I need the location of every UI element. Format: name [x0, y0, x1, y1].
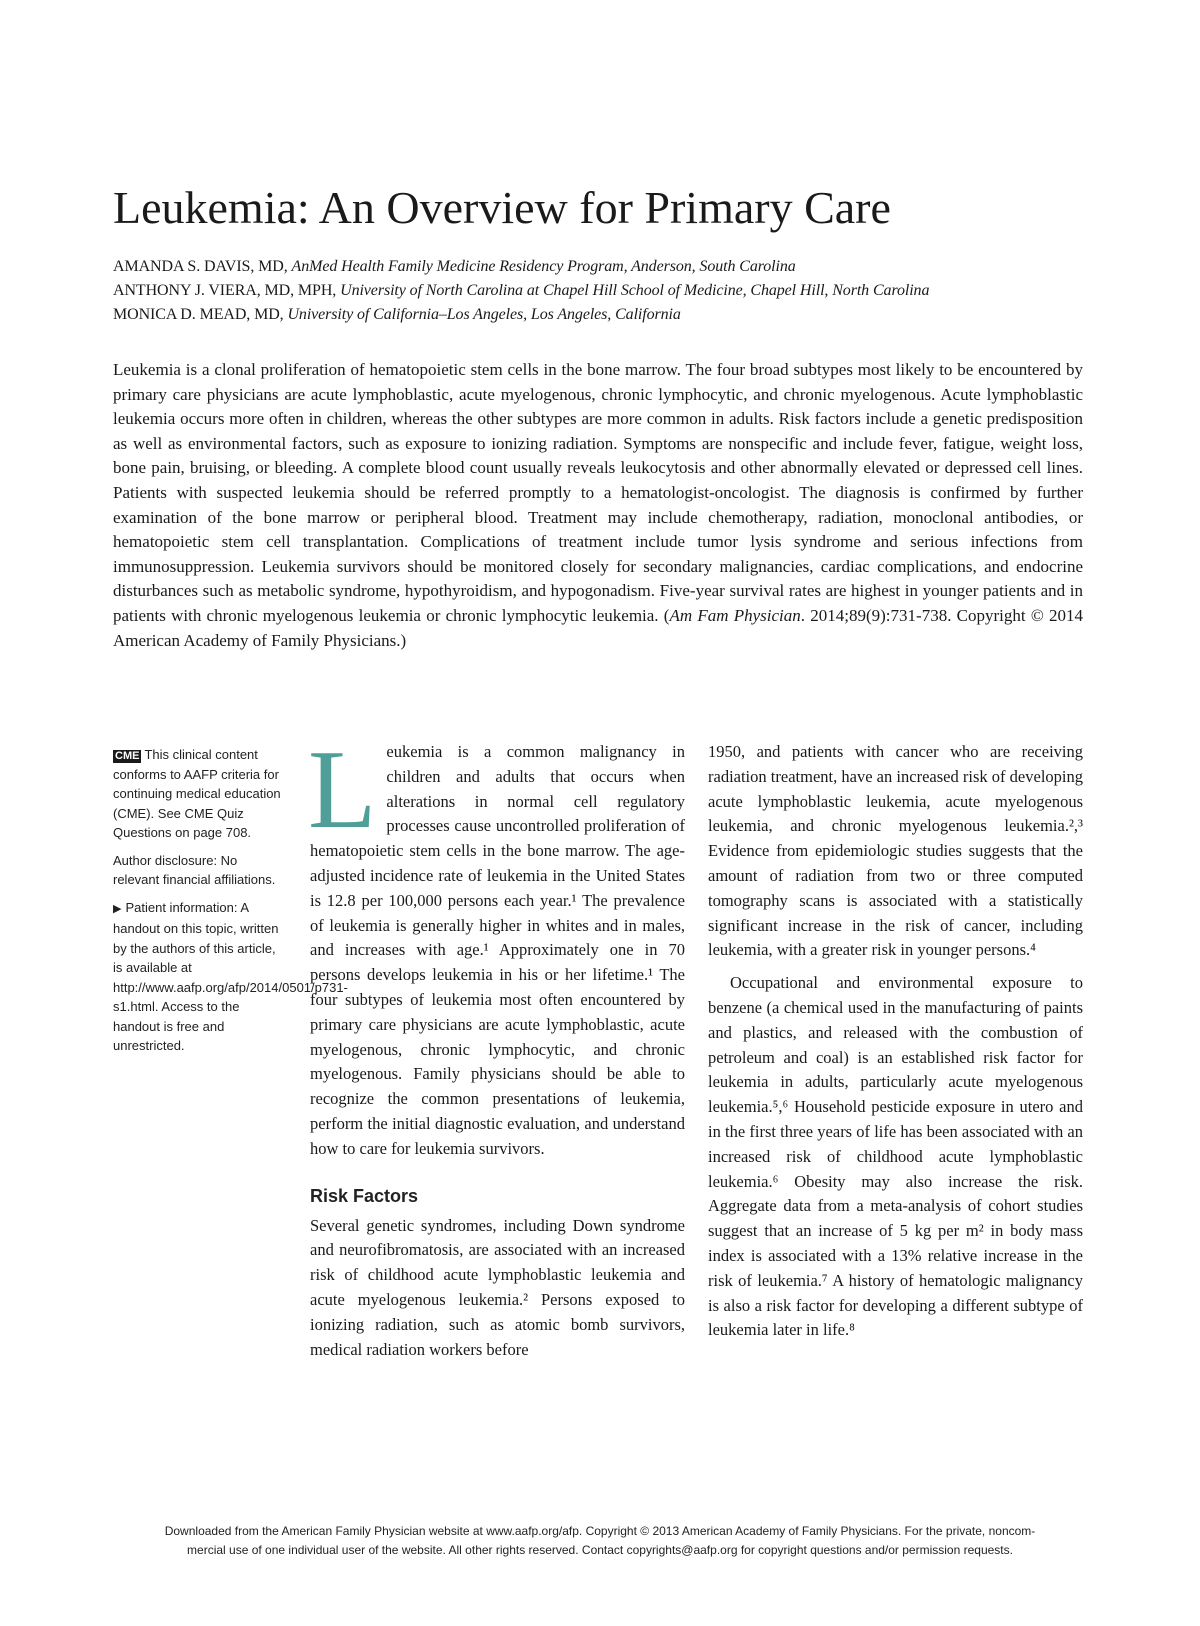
abstract	[113, 358, 1083, 653]
author-list	[113, 255, 1093, 327]
cme-text: This clinical content conforms to AAFP criteria for continuing medical education (CME). See CME Quiz Questions on page 708.	[113, 747, 281, 840]
body-column-1	[308, 728, 685, 1362]
author-line	[113, 255, 1093, 279]
author-affiliation: AnMed Health Family Medicine Residency Program, Anderson, South Carolina	[291, 258, 796, 275]
patient-information	[113, 898, 348, 1056]
play-triangle-icon: ▶	[113, 902, 122, 915]
section-heading-risk-factors: Risk Factors	[310, 1185, 419, 1206]
footer-line: mercial use of one individual user of the website. All other rights reserved. Contact copyrights@aafp.org for copyright questions and/or permission requests.	[187, 1543, 1013, 1557]
abstract-text: Leukemia is a clonal proliferation of hematopoietic stem cells in the bone marrow. The four broad subtypes most likely to be encountered by primary care physicians are acute lymphoblastic, acute myelogenous, chronic lymphocytic, and chronic myelogenous. Acute lymphoblastic leukemia occurs more often in children, whereas the other subtypes are more common in adults. Risk factors include a genetic predisposition as well as environmental factors, such as exposure to ionizing radiation. Symptoms are nonspecific and include fever, fatigue, weight loss, bone pain, bruising, or bleeding. A complete blood count usually reveals leukocytosis and other abnormally elevated or depressed cell lines. Patients with suspected leukemia should be referred promptly to a hematologist-oncologist. The diagnosis is confirmed by further examination of the bone marrow or peripheral blood. Treatment may include chemotherapy, radiation, monoclonal antibodies, or hematopoietic stem cell transplantation. Complications of treatment include tumor lysis syndrome and serious infections from immunosuppression. Leukemia survivors should be monitored closely for secondary malignancies, cardiac complications, and endocrine disturbances such as metabolic syndrome, hypothyroidism, and hypogonadism. Five-year survival rates are highest in younger patients and in patients with chronic myelogenous leukemia or chronic lymphocytic leukemia. (	[113, 360, 1083, 625]
author-line	[113, 303, 1093, 327]
author-name: AMANDA S. DAVIS, MD,	[113, 258, 288, 275]
author-name: ANTHONY J. VIERA, MD, MPH,	[113, 282, 337, 299]
author-affiliation: University of California–Los Angeles, Los Angeles, California	[287, 306, 681, 323]
author-disclosure: Author disclosure: No relevant financial affiliations.	[113, 852, 276, 887]
author-name: MONICA D. MEAD, MD,	[113, 306, 284, 323]
download-notice	[110, 1522, 1090, 1560]
patient-info-text: A handout on this topic, written by the authors of this article, is available at http://www.aafp.org/afp/2014/0501/p731-s1.html. Access to the handout is free and unrestricted.	[113, 899, 348, 1053]
abstract-citation: . 2014;89(9):731-738. Copyright © 2014 American Academy of Family Physicians.)	[113, 605, 1083, 650]
journal-name: Am Fam Physician	[669, 605, 801, 625]
drop-cap: L	[308, 728, 377, 852]
author-affiliation: University of North Carolina at Chapel Hill School of Medicine, Chapel Hill, North Carolina	[340, 282, 930, 299]
article-title: Leukemia: An Overview for Primary Care	[113, 182, 891, 233]
author-line	[113, 279, 1093, 303]
cme-note	[113, 745, 283, 843]
intro-text: eukemia is a common malignancy in children and adults that occurs when alterations in normal cell regulatory processes cause uncontrolled proliferation of hematopoietic stem cells in the bone marrow. The age-adjusted incidence rate of leukemia in the United States is 12.8 per 100,000 persons each year.¹ The prevalence of leukemia is generally higher in whites and in males, and increases with age.¹ Approximately one in 70 persons develops leukemia in his or her lifetime.¹ The four subtypes of leukemia most often encountered by primary care physicians are acute lymphoblastic, acute myelogenous, chronic lymphocytic, and chronic myelogenous. Family physicians should be able to recognize the common presentations of leukemia, perform the initial diagnostic evaluation, and understand how to care for leukemia survivors.	[310, 742, 685, 1158]
risk-paragraph-1-start: Several genetic syndromes, including Down syndrome and neurofibromatosis, are associated with an increased risk of childhood acute lymphoblastic leukemia and acute myelogenous leukemia.² Persons exposed to ionizing radiation, such as atomic bomb survivors, medical radiation workers before	[310, 1215, 685, 1359]
sidebar-notes	[113, 745, 348, 1064]
patient-info-label: Patient information:	[125, 899, 238, 915]
footer-line: Downloaded from the American Family Physician website at www.aafp.org/afp. Copyright © 2013 American Academy of Family Physicians. For the private, noncom-	[164, 1524, 1036, 1538]
cme-badge: CME	[115, 750, 140, 762]
body-column-2	[708, 740, 1083, 1343]
risk-paragraph-1-end: 1950, and patients with cancer who are receiving radiation treatment, have an increased risk of developing acute lymphoblastic leukemia, acute myelogenous leukemia, and chronic myelogenous leukemia.²,³ Evidence from epidemiologic studies suggests that the amount of radiation from two or three computed tomography scans is associated with a statistically significant increase in the risk of cancer, including leukemia, with a greater risk in younger persons.⁴	[708, 742, 1083, 960]
intro-paragraph	[308, 728, 685, 1162]
risk-paragraph-2: Occupational and environmental exposure to benzene (a chemical used in the manufacturing of paints and plastics, and released with the combustion of petroleum and coal) is an established risk factor for leukemia in adults, particularly acute myelogenous leukemia.⁵,⁶ Household pesticide exposure in utero and in the first three years of life has been associated with an increased risk of childhood acute lymphoblastic leukemia.⁶ Obesity may also increase the risk. Aggregate data from a meta-analysis of cohort studies suggest that an increase of 5 kg per m² in body mass index is associated with a 13% relative increase in the risk of leukemia.⁷ A history of hematologic malignancy is also a risk factor for developing a different subtype of leukemia later in life.⁸	[708, 973, 1083, 1340]
